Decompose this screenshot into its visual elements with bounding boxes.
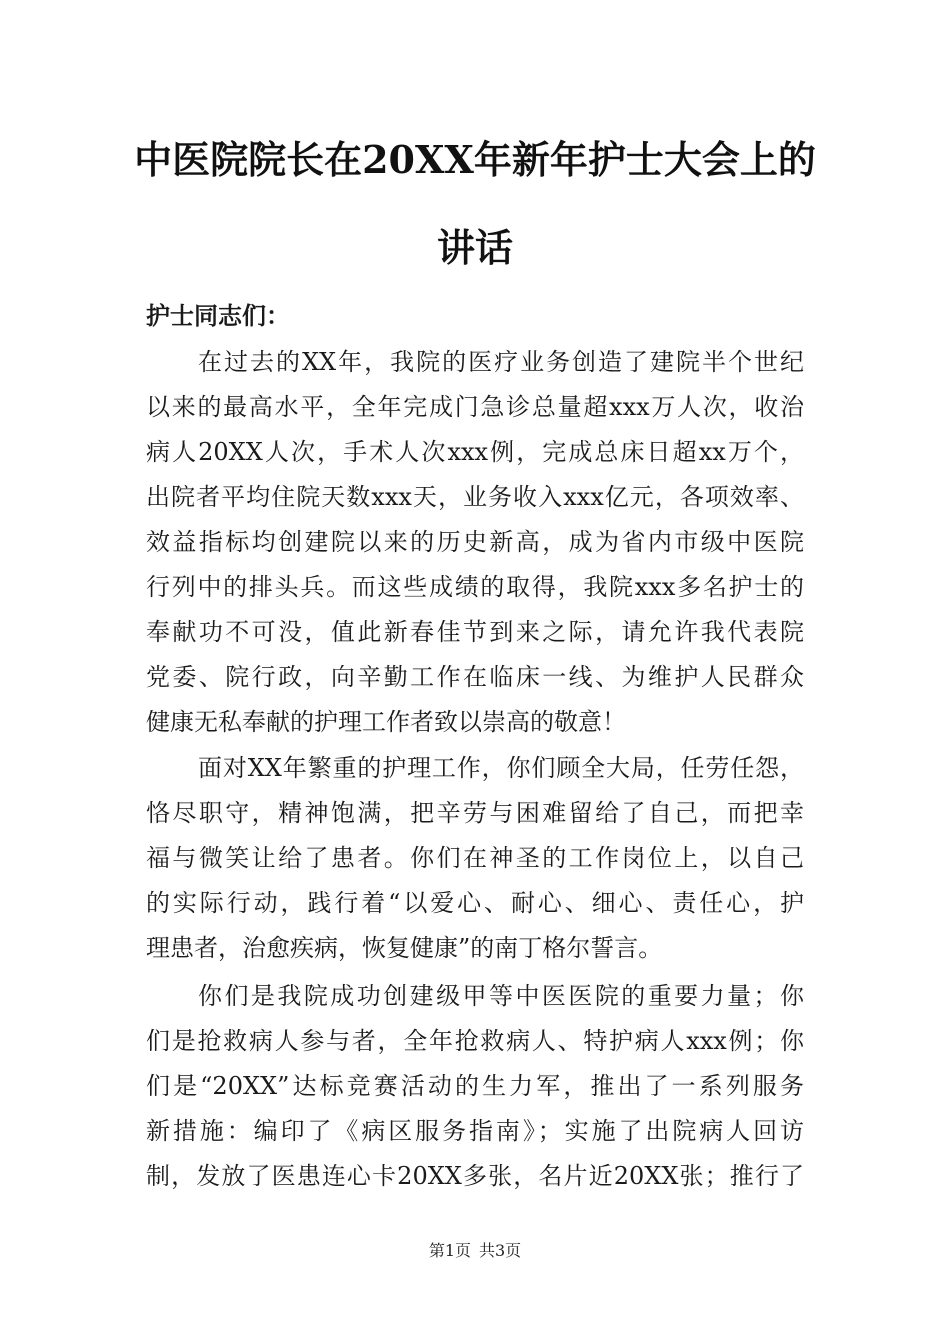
- paragraph-2-line-5: 理患者，治愈疾病，恢复健康”的南丁格尔誓言。: [146, 934, 663, 962]
- paragraph-1-line-1: 在过去的XX年，我院的医疗业务创造了建院半个世纪: [198, 348, 804, 376]
- document-title-line-2: 讲话: [436, 225, 513, 270]
- salutation: 护士同志们：: [146, 301, 290, 330]
- paragraph-3-line-4: 新措施：编印了《病区服务指南》；实施了出院病人回访: [146, 1117, 804, 1145]
- paragraph-1-line-4: 出院者平均住院天数xxx天，业务收入xxx亿元，各项效率、: [146, 483, 804, 511]
- page-footer: [0, 1240, 950, 1262]
- paragraph-3-line-5: 制，发放了医患连心卡20XX多张，名片近20XX张；推行了: [146, 1162, 804, 1190]
- paragraph-1-line-3: 病人20XX人次，手术人次xxx例，完成总床日超xx万个，: [146, 438, 804, 466]
- paragraph-3-line-2: 们是抢救病人参与者，全年抢救病人、特护病人xxx例；你: [146, 1027, 804, 1055]
- paragraph-2-line-1: 面对XX年繁重的护理工作，你们顾全大局，任劳任怨，: [198, 754, 804, 782]
- paragraph-1-line-5: 效益指标均创建院以来的历史新高，成为省内市级中医院: [146, 528, 804, 556]
- paragraph-1-line-2: 以来的最高水平，全年完成门急诊总量超xxx万人次，收治: [146, 393, 804, 421]
- paragraph-1-line-7: 奉献功不可没，值此新春佳节到来之际，请允许我代表院: [146, 618, 804, 646]
- document-title-line-1: 中医院院长在20XX年新年护士大会上的: [134, 137, 816, 182]
- paragraph-3-line-3: 们是“20XX”达标竞赛活动的生力军，推出了一系列服务: [146, 1072, 804, 1100]
- page-total: 共3页: [479, 1241, 522, 1260]
- paragraph-1-line-9: 健康无私奉献的护理工作者致以崇高的敬意！: [146, 708, 626, 736]
- paragraph-2-line-3: 福与微笑让给了患者。你们在神圣的工作岗位上，以自己: [146, 844, 804, 872]
- page-number: 第1页: [428, 1241, 471, 1260]
- paragraph-1-line-6: 行列中的排头兵。而这些成绩的取得，我院xxx多名护士的: [146, 573, 804, 601]
- paragraph-3-line-1: 你们是我院成功创建级甲等中医医院的重要力量；你: [198, 982, 804, 1010]
- paragraph-2-line-4: 的实际行动，践行着“以爱心、耐心、细心、责任心，护: [146, 889, 804, 917]
- paragraph-1-line-8: 党委、院行政，向辛勤工作在临床一线、为维护人民群众: [146, 663, 804, 691]
- paragraph-2-line-2: 恪尽职守，精神饱满，把辛劳与困难留给了自己，而把幸: [146, 799, 804, 827]
